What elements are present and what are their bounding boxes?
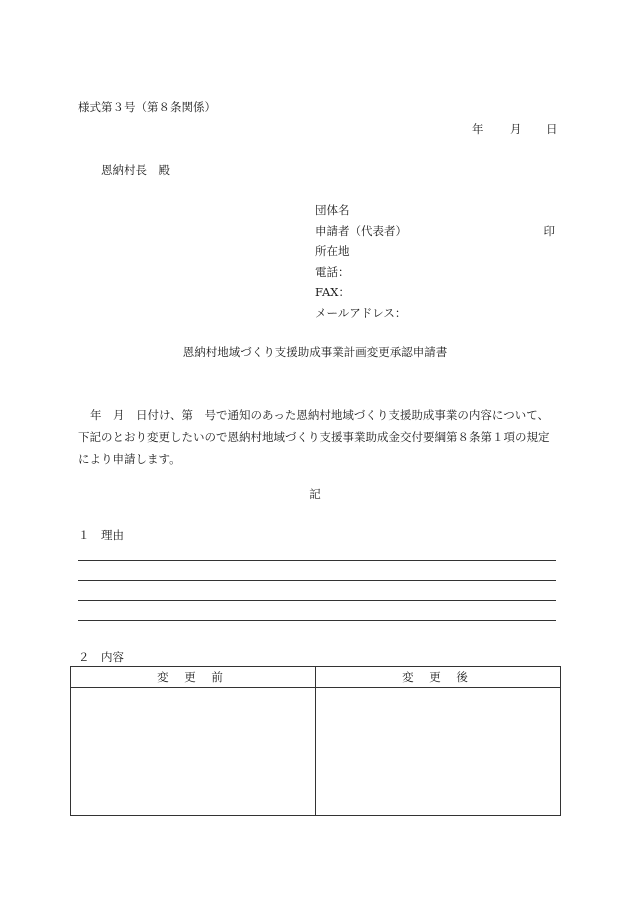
after-change-cell bbox=[316, 688, 561, 816]
before-change-header: 変 更 前 bbox=[71, 667, 316, 688]
date-year: 年 bbox=[472, 122, 484, 136]
ki-heading: 記 bbox=[309, 487, 321, 501]
date-day: 日 bbox=[546, 122, 558, 136]
reason-line-2 bbox=[78, 580, 556, 581]
reason-line-4 bbox=[78, 620, 556, 621]
form-number: 様式第３号（第８条関係） bbox=[78, 100, 216, 114]
section1-heading: １ 理由 bbox=[78, 528, 124, 542]
address-label: 所在地 bbox=[315, 244, 350, 258]
seal-mark: 印 bbox=[543, 223, 555, 238]
after-change-header: 変 更 後 bbox=[316, 667, 561, 688]
before-change-cell bbox=[71, 688, 316, 816]
body-text: 年 月 日付け、第 号で通知のあった恩納村地域づくり支援助成事業の内容について、下記のとおり変更したいので恩納村地域づくり支援事業助成金交付要綱第８条第１項の規定により申請します。 bbox=[78, 408, 550, 466]
phone-label: 電話： bbox=[315, 264, 350, 279]
change-table bbox=[70, 666, 561, 816]
addressee: 恩納村長 殿 bbox=[101, 163, 170, 177]
section2-heading: ２ 内容 bbox=[78, 650, 124, 664]
reason-line-3 bbox=[78, 600, 556, 601]
body-paragraph bbox=[78, 404, 556, 470]
applicant-label: 申請者（代表者） bbox=[315, 223, 407, 238]
fax-label: FAX： bbox=[315, 285, 350, 299]
reason-line-1 bbox=[78, 560, 556, 561]
applicant-block bbox=[315, 203, 555, 326]
applicant-line bbox=[315, 224, 555, 245]
date-month: 月 bbox=[510, 122, 522, 136]
document-title: 恩納村地域づくり支援助成事業計画変更承認申請書 bbox=[182, 345, 448, 359]
organization-label: 団体名 bbox=[315, 203, 350, 217]
email-label: メールアドレス： bbox=[315, 305, 407, 320]
